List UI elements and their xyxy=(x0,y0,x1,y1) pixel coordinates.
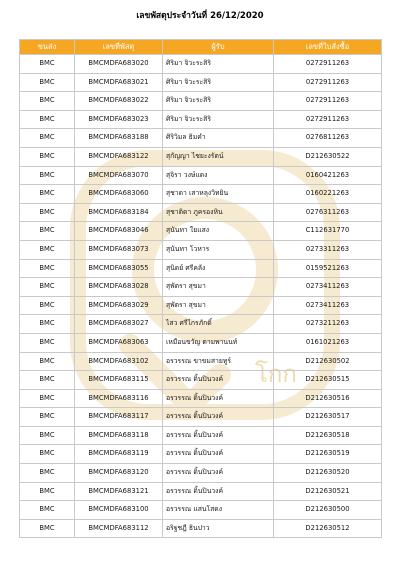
cell-carrier: BMC xyxy=(20,55,75,74)
cell-parcel-number: BMCMDFA683063 xyxy=(75,333,163,352)
cell-order-number: D212630500 xyxy=(274,501,382,520)
table-row xyxy=(20,296,382,315)
table-row xyxy=(20,278,382,297)
cell-parcel-number: BMCMDFA683188 xyxy=(75,129,163,148)
cell-order-number: 0272911263 xyxy=(274,110,382,129)
table-row xyxy=(20,185,382,204)
cell-parcel-number: BMCMDFA683121 xyxy=(75,482,163,501)
cell-recipient: เหมือนขวัญ ตามพานนท์ xyxy=(163,333,274,352)
table-row xyxy=(20,147,382,166)
cell-carrier: BMC xyxy=(20,408,75,427)
cell-recipient: ศิริมา จิวะระสิริ xyxy=(163,110,274,129)
cell-recipient: อรวรรณ ดิ้นปินวงค์ xyxy=(163,426,274,445)
cell-carrier: BMC xyxy=(20,501,75,520)
document-title: เลขพัสดุประจำวันที่ 26/12/2020 xyxy=(136,11,264,21)
table-row xyxy=(20,501,382,520)
table-row xyxy=(20,203,382,222)
table-row xyxy=(20,166,382,185)
cell-recipient: สุพัตรา สุขมา xyxy=(163,278,274,297)
table-row xyxy=(20,408,382,427)
cell-recipient: อรวรรณ ขาขมสายทูร์ xyxy=(163,352,274,371)
cell-order-number: 0159521263 xyxy=(274,259,382,278)
cell-recipient: สุนิดย์ ศรีคลัง xyxy=(163,259,274,278)
cell-order-number: 0273311263 xyxy=(274,240,382,259)
cell-parcel-number: BMCMDFA683115 xyxy=(75,371,163,390)
cell-carrier: BMC xyxy=(20,352,75,371)
cell-order-number: D212630521 xyxy=(274,482,382,501)
cell-recipient: ศิริมา จิวะระสิริ xyxy=(163,73,274,92)
cell-carrier: BMC xyxy=(20,147,75,166)
cell-recipient: อรวรรณ แสนโสดง xyxy=(163,501,274,520)
cell-order-number: 0161021263 xyxy=(274,333,382,352)
cell-carrier: BMC xyxy=(20,519,75,538)
cell-order-number: D212630516 xyxy=(274,389,382,408)
cell-carrier: BMC xyxy=(20,73,75,92)
cell-recipient: สุนันทา โวหาร xyxy=(163,240,274,259)
table-row xyxy=(20,129,382,148)
cell-recipient: อรวรรณ ดิ้นปินวงค์ xyxy=(163,408,274,427)
cell-recipient: อรวรรณ ดิ้นปินวงค์ xyxy=(163,371,274,390)
cell-carrier: BMC xyxy=(20,464,75,483)
cell-order-number: 0276811263 xyxy=(274,129,382,148)
cell-order-number: D212630512 xyxy=(274,519,382,538)
cell-carrier: BMC xyxy=(20,278,75,297)
table-row xyxy=(20,55,382,74)
table-row xyxy=(20,73,382,92)
table-row xyxy=(20,352,382,371)
cell-order-number: D212630502 xyxy=(274,352,382,371)
cell-order-number: 0272911263 xyxy=(274,55,382,74)
cell-parcel-number: BMCMDFA683021 xyxy=(75,73,163,92)
cell-carrier: BMC xyxy=(20,315,75,334)
cell-carrier: BMC xyxy=(20,110,75,129)
table-row xyxy=(20,315,382,334)
cell-parcel-number: BMCMDFA683102 xyxy=(75,352,163,371)
cell-parcel-number: BMCMDFA683023 xyxy=(75,110,163,129)
cell-recipient: สุชาติดา ภูครองหิน xyxy=(163,203,274,222)
cell-recipient: ไสว ศรีไกรภักดิ์ xyxy=(163,315,274,334)
cell-parcel-number: BMCMDFA683112 xyxy=(75,519,163,538)
cell-recipient: อรวรรณ ดิ้นปินวงค์ xyxy=(163,482,274,501)
cell-recipient: อรวรรณ ดิ้นปินวงค์ xyxy=(163,389,274,408)
cell-carrier: BMC xyxy=(20,203,75,222)
cell-order-number: 0272911263 xyxy=(274,92,382,111)
cell-recipient: สุชาดา เสาหลุงวิทยิน xyxy=(163,185,274,204)
cell-carrier: BMC xyxy=(20,92,75,111)
table-header-row xyxy=(20,40,382,55)
cell-order-number: 0273211263 xyxy=(274,315,382,334)
header-recipient: ผู้รับ xyxy=(163,40,274,55)
cell-parcel-number: BMCMDFA683028 xyxy=(75,278,163,297)
cell-parcel-number: BMCMDFA683122 xyxy=(75,147,163,166)
cell-order-number: C112631770 xyxy=(274,222,382,241)
cell-recipient: ศิริมา จิวะระสิริ xyxy=(163,92,274,111)
cell-carrier: BMC xyxy=(20,129,75,148)
cell-order-number: D212630515 xyxy=(274,371,382,390)
cell-parcel-number: BMCMDFA683118 xyxy=(75,426,163,445)
cell-order-number: D212630517 xyxy=(274,408,382,427)
cell-order-number: 0160421263 xyxy=(274,166,382,185)
cell-recipient: อรวรรณ ดิ้นปินวงค์ xyxy=(163,445,274,464)
table-row xyxy=(20,110,382,129)
table-body xyxy=(20,55,382,538)
cell-parcel-number: BMCMDFA683117 xyxy=(75,408,163,427)
table-row xyxy=(20,464,382,483)
cell-parcel-number: BMCMDFA683046 xyxy=(75,222,163,241)
table-row xyxy=(20,445,382,464)
cell-order-number: 0273411263 xyxy=(274,278,382,297)
cell-parcel-number: BMCMDFA683027 xyxy=(75,315,163,334)
table-row xyxy=(20,222,382,241)
cell-carrier: BMC xyxy=(20,240,75,259)
cell-order-number: 0160221263 xyxy=(274,185,382,204)
cell-order-number: 0272911263 xyxy=(274,73,382,92)
table-row xyxy=(20,426,382,445)
cell-carrier: BMC xyxy=(20,371,75,390)
table-row xyxy=(20,240,382,259)
cell-carrier: BMC xyxy=(20,166,75,185)
cell-parcel-number: BMCMDFA683029 xyxy=(75,296,163,315)
cell-parcel-number: BMCMDFA683116 xyxy=(75,389,163,408)
table-row xyxy=(20,389,382,408)
cell-carrier: BMC xyxy=(20,426,75,445)
cell-recipient: อริฐชฎี ธินปาว xyxy=(163,519,274,538)
cell-parcel-number: BMCMDFA683119 xyxy=(75,445,163,464)
table-row xyxy=(20,333,382,352)
cell-order-number: 0276311263 xyxy=(274,203,382,222)
parcel-table xyxy=(19,39,382,538)
cell-parcel-number: BMCMDFA683100 xyxy=(75,501,163,520)
cell-order-number: D212630518 xyxy=(274,426,382,445)
cell-parcel-number: BMCMDFA683060 xyxy=(75,185,163,204)
cell-carrier: BMC xyxy=(20,185,75,204)
cell-parcel-number: BMCMDFA683120 xyxy=(75,464,163,483)
cell-order-number: D212630519 xyxy=(274,445,382,464)
cell-recipient: สุพัตรา สุขมา xyxy=(163,296,274,315)
table-row xyxy=(20,519,382,538)
cell-recipient: อรวรรณ ดิ้นปินวงค์ xyxy=(163,464,274,483)
cell-carrier: BMC xyxy=(20,259,75,278)
table-row xyxy=(20,92,382,111)
header-carrier: ขนส่ง xyxy=(20,40,75,55)
table-row xyxy=(20,482,382,501)
cell-order-number: 0273411263 xyxy=(274,296,382,315)
cell-carrier: BMC xyxy=(20,222,75,241)
cell-recipient: สุจิรา วงษ์แดง xyxy=(163,166,274,185)
cell-parcel-number: BMCMDFA683055 xyxy=(75,259,163,278)
cell-parcel-number: BMCMDFA683020 xyxy=(75,55,163,74)
watermark-text: โกก xyxy=(255,360,297,388)
header-parcel-number: เลขที่พัสดุ xyxy=(75,40,163,55)
cell-carrier: BMC xyxy=(20,482,75,501)
cell-recipient: ศิริมา จิวะระสิริ xyxy=(163,55,274,74)
cell-recipient: ศิริวิมล ธิมคำ xyxy=(163,129,274,148)
cell-order-number: D212630520 xyxy=(274,464,382,483)
cell-recipient: สุกัญญา ไชยะงรัตน์ xyxy=(163,147,274,166)
cell-parcel-number: BMCMDFA683070 xyxy=(75,166,163,185)
cell-parcel-number: BMCMDFA683022 xyxy=(75,92,163,111)
cell-carrier: BMC xyxy=(20,445,75,464)
cell-recipient: สุนันทา ใยแสง xyxy=(163,222,274,241)
cell-carrier: BMC xyxy=(20,296,75,315)
cell-parcel-number: BMCMDFA683073 xyxy=(75,240,163,259)
cell-parcel-number: BMCMDFA683184 xyxy=(75,203,163,222)
table-row xyxy=(20,259,382,278)
cell-carrier: BMC xyxy=(20,389,75,408)
table-row xyxy=(20,371,382,390)
cell-order-number: D212630522 xyxy=(274,147,382,166)
header-order-number: เลขที่ใบสั่งซื้อ xyxy=(274,40,382,55)
cell-carrier: BMC xyxy=(20,333,75,352)
